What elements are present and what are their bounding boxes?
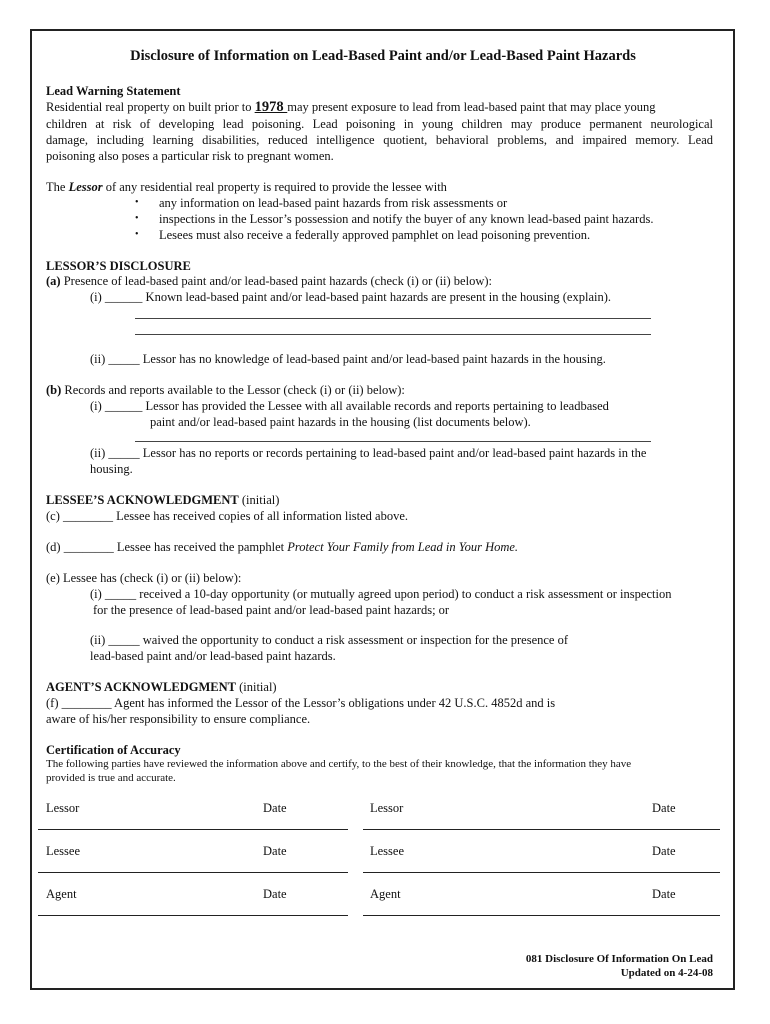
ack-f-cont: aware of his/her responsibility to ensure compliance.: [46, 712, 311, 726]
disclosure-a: (a) Presence of lead-based paint and/or lead-based paint hazards (check (i) or (ii) below):: [46, 274, 492, 288]
updated-date: Updated on 4-24-08: [620, 967, 713, 979]
lessors-disclosure-heading: LESSOR’S DISCLOSURE: [46, 259, 191, 273]
date-label: Date: [263, 887, 287, 901]
lessee-label: Lessee: [46, 844, 81, 858]
explain-line-2[interactable]: [135, 334, 651, 335]
lessee-label: Lessee: [370, 844, 405, 858]
bullet-icon: •: [135, 229, 139, 240]
warning-line-2: children at risk of developing lead poisoning. Lead poisoning in young children may produce permanent neurological: [46, 117, 713, 131]
explain-line-1[interactable]: [135, 318, 651, 319]
certification-line-2: provided is true and accurate.: [46, 772, 176, 784]
date-label: Date: [652, 844, 676, 858]
date-label: Date: [263, 801, 287, 815]
agents-ack-heading: AGENT’S ACKNOWLEDGMENT (initial): [46, 680, 277, 694]
disclosure-a-i[interactable]: (i) ______ Known lead-based paint and/or lead-based paint hazards are present in the housing (explain).: [90, 290, 612, 304]
disclosure-a-ii[interactable]: (ii) _____ Lessor has no knowledge of lead-based paint and/or lead-based paint hazards in the housing.: [90, 352, 606, 366]
lessor-signature-line[interactable]: [363, 829, 720, 830]
lessee-signature-line[interactable]: [363, 872, 720, 873]
agent-label: Agent: [370, 887, 401, 901]
lessee-signature-line[interactable]: [38, 872, 348, 873]
date-label: Date: [652, 801, 676, 815]
agent-signature-line[interactable]: [363, 915, 720, 916]
bullet-icon: •: [135, 213, 139, 224]
disclosure-b-ii-cont: housing.: [90, 462, 133, 476]
lessees-ack-heading: LESSEE’S ACKNOWLEDGMENT (initial): [46, 493, 280, 507]
warning-line-4: poisoning also poses a particular risk to pregnant women.: [46, 149, 334, 163]
requirement-bullet-1: any information on lead-based paint hazards from risk assessments or: [159, 196, 508, 210]
year-value: 1978: [254, 99, 288, 115]
certification-heading: Certification of Accuracy: [46, 743, 181, 757]
ack-e-i-cont: for the presence of lead-based paint and/or lead-based paint hazards; or: [93, 603, 450, 617]
disclosure-b-i-cont: paint and/or lead-based paint hazards in the housing (list documents below).: [150, 415, 531, 429]
ack-e: (e) Lessee has (check (i) or (ii) below):: [46, 571, 242, 585]
disclosure-b: (b) Records and reports available to the Lessor (check (i) or (ii) below):: [46, 383, 405, 397]
agent-signature-line[interactable]: [38, 915, 348, 916]
lessor-label: Lessor: [46, 801, 80, 815]
disclosure-b-ii[interactable]: (ii) _____ Lessor has no reports or records pertaining to lead-based paint and/or lead-based paint hazards in the: [90, 446, 647, 460]
ack-e-ii-cont: lead-based paint and/or lead-based paint hazards.: [90, 649, 336, 663]
warning-line-3: damage, including learning disabilities, reduced intelligence quotient, behavioral problems, and impaired memory. Lead: [46, 133, 713, 147]
certification-line-1: The following parties have reviewed the information above and certify, to the best of their knowledge, that the information they have: [46, 758, 632, 770]
warning-heading: Lead Warning Statement: [46, 84, 181, 98]
warning-line-1: Residential real property on built prior to 1978 may present exposure to lead from lead-based paint that may place young: [46, 99, 656, 115]
ack-c[interactable]: (c) ________ Lessee has received copies of all information listed above.: [46, 509, 409, 523]
disclosure-b-i[interactable]: (i) ______ Lessor has provided the Lessee with all available records and reports pertaining to leadbased: [90, 399, 609, 413]
lessor-requirement: The Lessor of any residential real property is required to provide the lessee with: [46, 180, 447, 194]
document-title: Disclosure of Information on Lead-Based Paint and/or Lead-Based Paint Hazards: [130, 48, 636, 64]
documents-line[interactable]: [135, 441, 651, 442]
ack-d[interactable]: (d) ________ Lessee has received the pamphlet Protect Your Family from Lead in Your Home.: [46, 540, 519, 554]
ack-e-ii[interactable]: (ii) _____ waived the opportunity to conduct a risk assessment or inspection for the presence of: [90, 633, 569, 647]
requirement-bullet-2: inspections in the Lessor’s possession and notify the buyer of any known lead-based paint hazards.: [159, 212, 654, 226]
ack-f[interactable]: (f) ________ Agent has informed the Lessor of the Lessor’s obligations under 42 U.S.C. 4852d and is: [46, 696, 556, 710]
form-number: 081 Disclosure Of Information On Lead: [525, 953, 713, 965]
bullet-icon: •: [135, 197, 139, 208]
ack-e-i[interactable]: (i) _____ received a 10-day opportunity (or mutually agreed upon period) to conduct a risk assessment or inspection: [90, 587, 672, 601]
requirement-bullet-3: Lesees must also receive a federally approved pamphlet on lead poisoning prevention.: [159, 228, 591, 242]
lessor-signature-line[interactable]: [38, 829, 348, 830]
agent-label: Agent: [46, 887, 77, 901]
lessor-label: Lessor: [370, 801, 404, 815]
date-label: Date: [263, 844, 287, 858]
date-label: Date: [652, 887, 676, 901]
